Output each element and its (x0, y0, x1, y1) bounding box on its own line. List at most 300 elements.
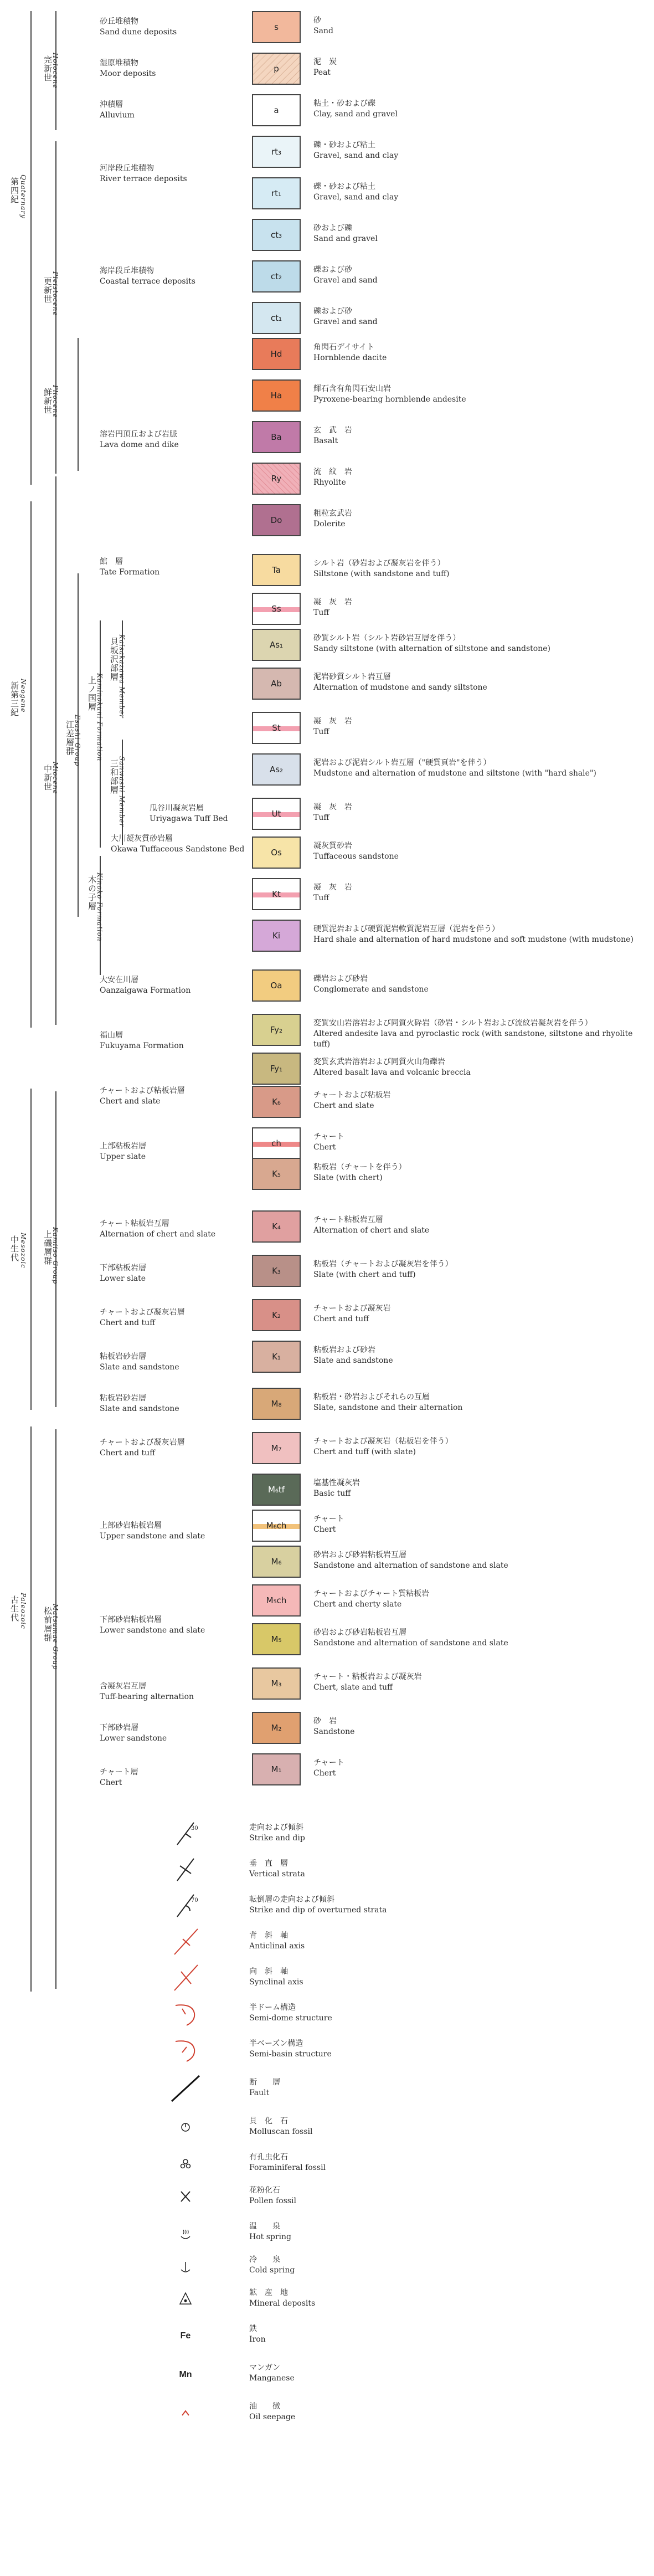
symbol-desc-en: Pollen fossil (249, 2197, 296, 2205)
legend-box-oa (252, 969, 301, 1002)
legend-box-sand_dune (252, 11, 301, 43)
legend-code: Fy₁ (270, 1064, 283, 1074)
legend-desc-en: Tuff (313, 894, 329, 902)
fname-tate: 館 層 Tate Formation (100, 557, 160, 577)
symbol-desc-jp: 背 斜 軸 (249, 1931, 288, 1940)
label-pliocene: 鮮新世 (43, 388, 53, 414)
legend-desc-jp: 泥 炭 (313, 58, 337, 66)
legend-code: Hd (270, 349, 282, 359)
legend-box-ta (252, 554, 301, 586)
legend-code: As₂ (269, 764, 284, 774)
fname-k4: チャート粘板岩互層 Alternation of chert and slate (100, 1219, 216, 1239)
legend-desc-en: Rhyolite (313, 478, 346, 487)
legend-box-k1 (252, 1341, 301, 1373)
foram-icon (161, 2147, 210, 2180)
legend-box-k3 (252, 1255, 301, 1287)
symbol-desc-en: Mineral deposits (249, 2299, 316, 2308)
legend-code: M₇ (271, 1443, 282, 1453)
legend-desc-jp: チャートおよび凝灰岩 (313, 1304, 391, 1313)
legend-desc-jp: チャート・粘板岩および凝灰岩 (313, 1672, 422, 1681)
legend-code: ct₁ (270, 313, 282, 323)
svg-text:Fe: Fe (180, 2331, 191, 2341)
legend-desc-ks (313, 1090, 646, 1111)
legend-desc-k3 (313, 1259, 646, 1280)
legend-desc-en: Sand (313, 27, 333, 35)
legend-desc-jp: チャートおよび凝灰岩（粘板岩を伴う） (313, 1437, 453, 1446)
legend-desc-en: Chert (313, 1143, 336, 1152)
label-quaternary-en: Quaternary (19, 175, 27, 219)
legend-box-m8 (252, 1388, 301, 1420)
symbol-desc-en: Anticlinal axis (249, 1942, 305, 1951)
legend-desc-ct3 (313, 223, 646, 244)
legend-desc-jp: 礫および砂 (313, 265, 352, 274)
mollusc-icon (161, 2111, 210, 2144)
symbol-desc-en: Synclinal axis (249, 1978, 303, 1987)
legend-desc-en: Clay, sand and gravel (313, 110, 398, 119)
anticline-icon (161, 1925, 210, 1958)
symbol-desc-mineral (249, 2288, 315, 2309)
legend-desc-en: Sandstone and alternation of sandstone and slate (313, 1639, 508, 1648)
symbol-desc-foram (249, 2152, 326, 2173)
label-paleozoic: 古生代 (9, 1595, 19, 1622)
legend-desc-m5 (313, 1628, 646, 1649)
legend-code: M₃ (271, 1679, 282, 1689)
legend-desc-st (313, 597, 646, 618)
legend-desc-ha (313, 384, 646, 405)
legend-desc-jp: 凝 灰 岩 (313, 717, 352, 726)
legend-code: Ba (271, 432, 282, 442)
fname-sand-dune: 砂丘堆積物 Sand dune deposits (100, 17, 177, 37)
symbol-desc-anticline (249, 1931, 305, 1952)
manganese-icon (161, 2357, 210, 2390)
label-kamiiso: 上磯層群 (43, 1230, 53, 1265)
legend-desc-oa (313, 974, 646, 995)
legend-desc-jp: 砂質シルト岩（シルト岩砂岩互層を伴う） (313, 634, 461, 643)
legend-desc-en: Chert and cherty slate (313, 1600, 402, 1609)
fname-uriyagawa: 瓜谷川凝灰岩層 Uriyagawa Tuff Bed (150, 804, 228, 823)
legend-box-st (252, 593, 301, 625)
legend-box-ry (252, 463, 301, 495)
legend-code: Kt (272, 889, 281, 899)
svg-text:70: 70 (191, 1897, 198, 1903)
symbol-desc-syncline (249, 1967, 303, 1988)
legend-desc-en: Gravel and sand (313, 317, 378, 326)
legend-box-ba (252, 421, 301, 453)
fname-k3: 下部粘板岩層 Lower slate (100, 1264, 146, 1283)
legend-code: K₆ (272, 1097, 281, 1107)
legend-desc-jp: 変質玄武岩溶岩および同質火山角礫岩 (313, 1058, 445, 1066)
symbol-desc-jp: マンガン (249, 2363, 280, 2372)
legend-desc-en: Basic tuff (313, 1489, 351, 1498)
legend-desc-en: Sandstone and alternation of sandstone and slate (313, 1561, 508, 1570)
fname-oanzaigawa: 大安在川層 Oanzaigawa Formation (100, 976, 191, 995)
fname-upper-slate: 上部粘板岩層 Upper slate (100, 1142, 146, 1161)
legend-code: rt₃ (271, 147, 282, 157)
legend-box-m5 (252, 1623, 301, 1655)
semi-basin-icon (161, 2033, 210, 2066)
legend-desc-en: Gravel, sand and clay (313, 193, 399, 202)
legend-code: As₁ (269, 640, 284, 650)
symbol-desc-en: Iron (249, 2335, 266, 2344)
legend-code: K₁ (272, 1352, 281, 1362)
legend-code: Do (270, 515, 282, 525)
legend-box-at (252, 712, 301, 744)
legend-desc-en: Slate (with chert) (313, 1173, 383, 1182)
label-kaisaka: 貝坂沢部層 (109, 637, 119, 681)
symbol-desc-mollusc (249, 2116, 313, 2137)
symbol-desc-jp: 冷 泉 (249, 2255, 280, 2264)
legend-desc-en: Slate and sandstone (313, 1356, 393, 1365)
legend-desc-en: Tuff (313, 727, 329, 736)
symbol-desc-en: Molluscan fossil (249, 2127, 313, 2136)
legend-box-ab (252, 668, 301, 700)
legend-desc-k4 (313, 1215, 646, 1236)
legend-box-ki (252, 920, 301, 952)
fname-m3: 含凝灰岩互層 Tuff-bearing alternation (100, 1682, 194, 1701)
symbol-desc-jp: 向 斜 軸 (249, 1967, 288, 1976)
fname-k6: チャートおよび粘板岩層 Chert and slate (100, 1086, 185, 1106)
legend-box-rt (252, 177, 301, 209)
legend-desc-ta (313, 558, 646, 579)
legend-code: M₆tf (267, 1485, 285, 1495)
legend-desc-jp: チャートおよび粘板岩 (313, 1091, 391, 1100)
legend-code: M₅ (271, 1634, 282, 1644)
legend-desc-ct2 (313, 265, 646, 286)
group-line-matsumae (55, 1429, 56, 1989)
symbol-desc-en: Cold spring (249, 2266, 295, 2275)
symbol-desc-semi-dome (249, 2003, 332, 2024)
legend-box-k4 (252, 1210, 301, 1243)
symbol-desc-en: Strike and dip of overturned strata (249, 1906, 387, 1915)
legend-desc-jp: 凝灰質砂岩 (313, 841, 352, 850)
legend-desc-m6 (313, 1550, 646, 1571)
symbol-desc-en: Semi-dome structure (249, 2014, 332, 2023)
symbol-desc-en: Oil seepage (249, 2413, 296, 2421)
legend-box-ks (252, 1086, 301, 1118)
legend-desc-jp: 礫・砂および粘土 (313, 141, 375, 150)
legend-desc-jp: 礫岩および砂岩 (313, 974, 368, 983)
oil-icon (161, 2396, 210, 2429)
legend-code: M₁ (271, 1764, 282, 1774)
label-sanwashi: 三和部層 (109, 759, 119, 794)
label-esashi: 江差層群 (65, 720, 75, 756)
symbol-desc-overturned (249, 1895, 387, 1916)
age-line-neogene (30, 501, 32, 1028)
legend-desc-en: Peat (313, 68, 331, 77)
legend-desc-moor (313, 57, 646, 78)
symbol-desc-jp: 半ドーム構造 (249, 2003, 296, 2012)
legend-code: M₅ch (266, 1595, 287, 1605)
legend-box-kt (252, 878, 301, 910)
legend-desc-jp: チャート (313, 1132, 344, 1141)
legend-desc-alluvium (313, 99, 646, 120)
legend-desc-jp: 凝 灰 岩 (313, 803, 352, 812)
legend-desc-m5ch (313, 1589, 646, 1610)
legend-desc-m6ch (313, 1514, 646, 1535)
legend-desc-en: Alternation of chert and slate (313, 1226, 430, 1235)
fname-coastal-terrace: 海岸段丘堆積物 Coastal terrace deposits (100, 266, 195, 286)
label-neogene: 新第三紀 (9, 681, 19, 717)
svg-text:30: 30 (191, 1825, 198, 1831)
legend-desc-en: Mudstone and alternation of mudstone and siltstone (with "hard shale") (313, 769, 596, 778)
legend-code: Fy₂ (270, 1025, 283, 1035)
legend-desc-jp: 玄 武 岩 (313, 426, 352, 435)
legend-code: Os (271, 848, 282, 858)
symbol-desc-jp: 温 泉 (249, 2222, 280, 2231)
symbol-desc-jp: 垂 直 層 (249, 1859, 288, 1868)
legend-desc-do (313, 509, 646, 530)
symbol-desc-jp: 有孔虫化石 (249, 2153, 288, 2162)
legend-desc-ct1 (313, 306, 646, 327)
fname-fukuyama: 福山層 Fukuyama Formation (100, 1031, 184, 1050)
legend-desc-jp: 粘土・砂および礫 (313, 99, 375, 108)
symbol-desc-jp: 鉱 産 地 (249, 2288, 288, 2297)
symbol-desc-manganese (249, 2363, 295, 2384)
legend-desc-en: Gravel and sand (313, 276, 378, 285)
legend-desc-jp: 粗粒玄武岩 (313, 509, 352, 518)
legend-desc-m3 (313, 1672, 646, 1693)
legend-desc-en: Chert and slate (313, 1101, 374, 1110)
label-pliocene-en: Pliocene (52, 385, 59, 418)
fault-icon (161, 2072, 210, 2105)
symbol-desc-oil (249, 2401, 295, 2423)
legend-box-ut (252, 798, 301, 830)
legend-desc-as2 (313, 758, 646, 779)
legend-box-m1 (252, 1753, 301, 1785)
legend-desc-en: Tuff (313, 813, 329, 822)
legend-code: Ss (271, 604, 281, 614)
fname-m8: 粘板岩砂岩層 Slate and sandstone (100, 1394, 179, 1413)
legend-desc-jp: 粘板岩（チャートおよび凝灰岩を伴う） (313, 1260, 453, 1269)
legend-box-m5ch (252, 1584, 301, 1617)
legend-desc-jp: 流 紋 岩 (313, 468, 352, 476)
legend-desc-m2 (313, 1716, 646, 1737)
pollen-icon (161, 2180, 210, 2213)
symbol-desc-strike-dip (249, 1823, 305, 1844)
label-kaisaka-en: Kaisakazawa Member (118, 634, 126, 719)
label-pleistocene: 更新世 (43, 277, 53, 304)
label-pleistocene-en: Pleistocene (52, 271, 59, 316)
symbol-desc-jp: 半ベーズン構造 (249, 2039, 303, 2048)
legend-box-k5 (252, 1158, 301, 1190)
legend-desc-ry (313, 467, 646, 488)
legend-box-do (252, 504, 301, 536)
label-matsumae: 松前層群 (43, 1607, 53, 1642)
symbol-desc-en: Hot spring (249, 2233, 292, 2241)
legend-desc-jp: 粘板岩・砂岩およびそれらの互層 (313, 1393, 430, 1402)
legend-code: K₂ (272, 1310, 281, 1320)
legend-desc-en: Siltstone (with sandstone and tuff) (313, 569, 450, 578)
label-miocene-en: Miocene (52, 762, 59, 795)
legend-desc-en: Sandy siltstone (with alternation of siltstone and sandstone) (313, 644, 550, 653)
legend-desc-at (313, 716, 646, 737)
legend-box-ha (252, 379, 301, 412)
legend-desc-en: Chert, slate and tuff (313, 1683, 393, 1692)
legend-desc-en: Hornblende dacite (313, 353, 387, 362)
legend-desc-jp: 礫および砂 (313, 307, 352, 316)
legend-desc-rt3 (313, 140, 646, 161)
label-paleozoic-en: Paleozoic (19, 1593, 27, 1629)
symbol-desc-jp: 鉄 (249, 2324, 257, 2333)
label-kaminokuni: 上ノ国層 (87, 676, 97, 711)
label-kinoko: 木の子層 (87, 875, 97, 911)
legend-desc-m1 (313, 1758, 646, 1779)
label-matsumae-en: Matsumae Group (52, 1604, 59, 1670)
legend-desc-jp: 砂 岩 (313, 1717, 337, 1726)
legend-desc-jp: チャート (313, 1758, 344, 1767)
syncline-icon (161, 1961, 210, 1994)
legend-desc-en: Dolerite (313, 520, 346, 528)
legend-desc-jp: チャート (313, 1515, 344, 1523)
legend-desc-jp: 泥岩砂質シルト岩互層 (313, 673, 391, 681)
symbol-desc-jp: 断 層 (249, 2078, 280, 2087)
legend-box-m3 (252, 1667, 301, 1700)
legend-desc-fy1 (313, 1057, 646, 1078)
fname-m2: 下部砂岩層 Lower sandstone (100, 1723, 167, 1743)
fname-k1: 粘板岩砂岩層 Slate and sandstone (100, 1352, 179, 1372)
legend-desc-kt (313, 882, 646, 904)
age-line-paleozoic (30, 1426, 32, 1992)
legend-code: Ta (272, 565, 281, 575)
legend-code: Ut (271, 809, 281, 819)
symbol-desc-jp: 走向および傾斜 (249, 1823, 303, 1832)
label-mesozoic: 中生代 (9, 1235, 19, 1262)
cold-spring-icon (161, 2249, 210, 2282)
legend-box-alluvium (252, 94, 301, 126)
legend-desc-jp: 砂 (313, 16, 321, 25)
legend-box-m6 (252, 1546, 301, 1578)
symbol-desc-en: Strike and dip (249, 1834, 305, 1843)
legend-code: Ab (271, 679, 282, 689)
legend-code: Ki (272, 931, 280, 941)
legend-box-ct3 (252, 219, 301, 251)
legend-desc-jp: 砂および礫 (313, 224, 352, 233)
symbol-desc-iron (249, 2324, 266, 2345)
legend-code: K₃ (272, 1266, 281, 1276)
legend-desc-jp: 砂岩および砂岩粘板岩互層 (313, 1628, 406, 1637)
legend-box-as (252, 629, 301, 661)
fname-k2: チャートおよび凝灰岩層 Chert and tuff (100, 1308, 185, 1327)
legend-box-os (252, 837, 301, 869)
symbol-desc-semi-basin (249, 2039, 332, 2060)
age-line-mesozoic (30, 1089, 32, 1410)
legend-desc-jp: 変質安山岩溶岩および同質火砕岩（砂岩・シルト岩および流紋岩凝灰岩を伴う） (313, 1019, 593, 1028)
legend-desc-kch (313, 1132, 646, 1153)
legend-box-m6ch (252, 1510, 301, 1542)
symbol-desc-fault (249, 2077, 280, 2098)
legend-box-m6tf (252, 1474, 301, 1506)
legend-desc-en: Chert and tuff (313, 1315, 369, 1323)
legend-desc-en: Pyroxene-bearing hornblende andesite (313, 395, 466, 404)
legend-box-fy2 (252, 1014, 301, 1046)
label-mesozoic-en: Mesozoic (19, 1233, 27, 1269)
legend-code: p (274, 64, 279, 74)
legend-box-kch (252, 1127, 301, 1159)
legend-desc-m8 (313, 1392, 646, 1413)
legend-desc-os (313, 841, 646, 862)
legend-desc-ki (313, 924, 646, 945)
legend-desc-en: Altered andesite lava and pyroclastic rock (with sandstone, siltstone and rhyolite tuff) (313, 1029, 633, 1049)
legend-code: M₆ch (266, 1521, 287, 1531)
legend-desc-en: Chert and tuff (with slate) (313, 1448, 416, 1456)
legend-desc-ut (313, 802, 646, 823)
symbol-desc-en: Foraminiferal fossil (249, 2163, 326, 2172)
legend-box-ct1 (252, 302, 301, 334)
legend-desc-jp: シルト岩（砂岩および凝灰岩を伴う） (313, 559, 445, 568)
legend-desc-jp: チャート粘板岩互層 (313, 1215, 383, 1224)
legend-desc-jp: 粘板岩（チャートを伴う） (313, 1163, 406, 1172)
legend-desc-en: Conglomerate and sandstone (313, 985, 429, 994)
legend-code: Oa (270, 981, 282, 991)
symbol-desc-cold-spring (249, 2255, 295, 2276)
label-kamiiso-en: Kamiiso Group (52, 1227, 59, 1285)
legend-code: St (272, 723, 281, 733)
symbol-desc-vertical-strata (249, 1859, 305, 1880)
legend-desc-jp: 砂岩および砂岩粘板岩互層 (313, 1551, 406, 1559)
legend-desc-en: Sandstone (313, 1727, 355, 1736)
legend-desc-en: Chert (313, 1769, 336, 1778)
fname-lava-dome: 溶岩円頂丘および岩脈 Lava dome and dike (100, 430, 179, 449)
symbol-desc-jp: 貝 化 石 (249, 2117, 288, 2126)
legend-desc-jp: 凝 灰 岩 (313, 598, 352, 607)
symbol-desc-hot-spring (249, 2221, 291, 2243)
fname-m7: チャートおよび凝灰岩層 Chert and tuff (100, 1438, 185, 1458)
symbol-desc-en: Manganese (249, 2374, 295, 2383)
legend-code: a (274, 105, 279, 115)
strike-dip-icon (161, 1817, 210, 1850)
legend-box-rt3 (252, 136, 301, 168)
label-quaternary: 第四紀 (9, 177, 19, 204)
symbol-desc-en: Vertical strata (249, 1870, 305, 1879)
fname-alluvium: 沖積層 Alluvium (100, 100, 135, 120)
legend-code: ch (271, 1138, 281, 1148)
label-neogene-en: Neogene (19, 679, 27, 713)
legend-code: ct₃ (270, 230, 282, 240)
legend-box-ct2 (252, 260, 301, 293)
legend-code: M₂ (271, 1723, 282, 1733)
mineral-icon (161, 2282, 210, 2316)
fname-m5: 下部砂岩粘板岩層 Lower sandstone and slate (100, 1615, 205, 1635)
legend-desc-en: Basalt (313, 437, 338, 445)
legend-code: ct₂ (270, 271, 282, 281)
label-holocene: 完新世 (43, 55, 53, 82)
label-holocene-en: Holocene (52, 53, 59, 89)
symbol-desc-en: Fault (249, 2088, 270, 2097)
legend-desc-en: Chert (313, 1525, 336, 1534)
epoch-line-miocene (55, 476, 56, 1025)
legend-desc-jp: チャートおよびチャート質粘板岩 (313, 1589, 430, 1598)
legend-desc-jp: 礫・砂および粘土 (313, 182, 375, 191)
legend-code: s (274, 22, 279, 32)
symbol-desc-jp: 転倒層の走向および傾斜 (249, 1895, 334, 1904)
iron-icon (161, 2318, 210, 2352)
legend-desc-en: Tuff (313, 608, 329, 617)
age-line-quaternary (30, 11, 32, 485)
legend-desc-en: Alternation of mudstone and sandy siltstone (313, 683, 487, 692)
legend-desc-jp: 凝 灰 岩 (313, 883, 352, 892)
symbol-desc-en: Semi-basin structure (249, 2050, 332, 2059)
svg-text:Mn: Mn (179, 2370, 192, 2379)
legend-box-hd (252, 338, 301, 370)
legend-desc-hd (313, 342, 646, 363)
legend-desc-jp: 角閃石デイサイト (313, 343, 375, 352)
legend-box-m7 (252, 1432, 301, 1464)
fname-river-terrace: 河岸段丘堆積物 River terrace deposits (100, 164, 187, 183)
legend-desc-jp: 塩基性凝灰岩 (313, 1479, 360, 1487)
fname-m1: チャート層 Chert (100, 1768, 138, 1787)
legend-desc-as (313, 633, 646, 654)
fname-okawa: 大川凝灰質砂岩層 Okawa Tuffaceous Sandstone Bed (111, 834, 245, 854)
